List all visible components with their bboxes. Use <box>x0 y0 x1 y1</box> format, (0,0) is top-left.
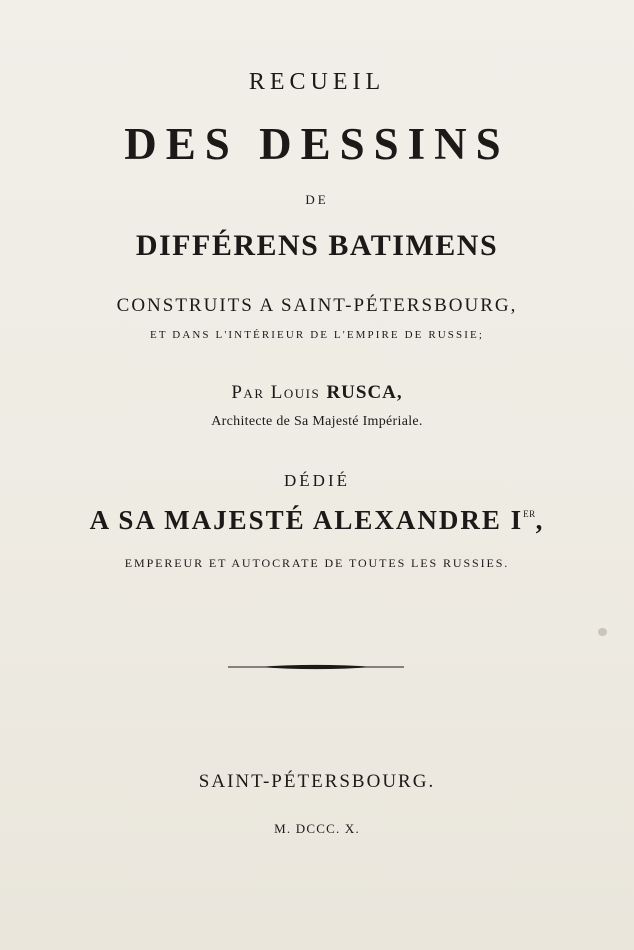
imprint-city: SAINT-PÉTERSBOURG. <box>198 771 436 792</box>
author-name: RUSCA, <box>326 382 403 403</box>
author-line <box>0 383 634 402</box>
subtitle-interieur: ET DANS L'INTÉRIEUR DE L'EMPIRE DE RUSSIE; <box>150 329 484 341</box>
title-line-des-dessins: DES DESSINS <box>124 119 510 169</box>
dedication-label: DÉDIÉ <box>284 471 350 490</box>
dedicatee-superscript: ER <box>523 509 536 519</box>
dedicatee-comma: , <box>535 505 545 535</box>
dedicatee-name: A SA MAJESTÉ ALEXANDRE I <box>89 505 524 535</box>
title-line-recueil: RECUEIL <box>248 69 386 95</box>
dedicatee-line <box>0 507 634 534</box>
paper-speck <box>598 628 607 636</box>
author-title: Architecte de Sa Majesté Impériale. <box>211 414 423 429</box>
ornamental-rule <box>228 662 404 672</box>
author-prefix: Par Louis <box>231 382 321 403</box>
title-line-de: DE <box>305 192 329 207</box>
title-line-batimens: DIFFÉRENS BATIMENS <box>135 229 499 262</box>
subtitle-construits: CONSTRUITS A SAINT-PÉTERSBOURG, <box>116 295 518 316</box>
dedicatee-title: EMPEREUR ET AUTOCRATE DE TOUTES LES RUSSIES. <box>124 556 510 570</box>
imprint-year: M. DCCC. X. <box>274 821 360 836</box>
